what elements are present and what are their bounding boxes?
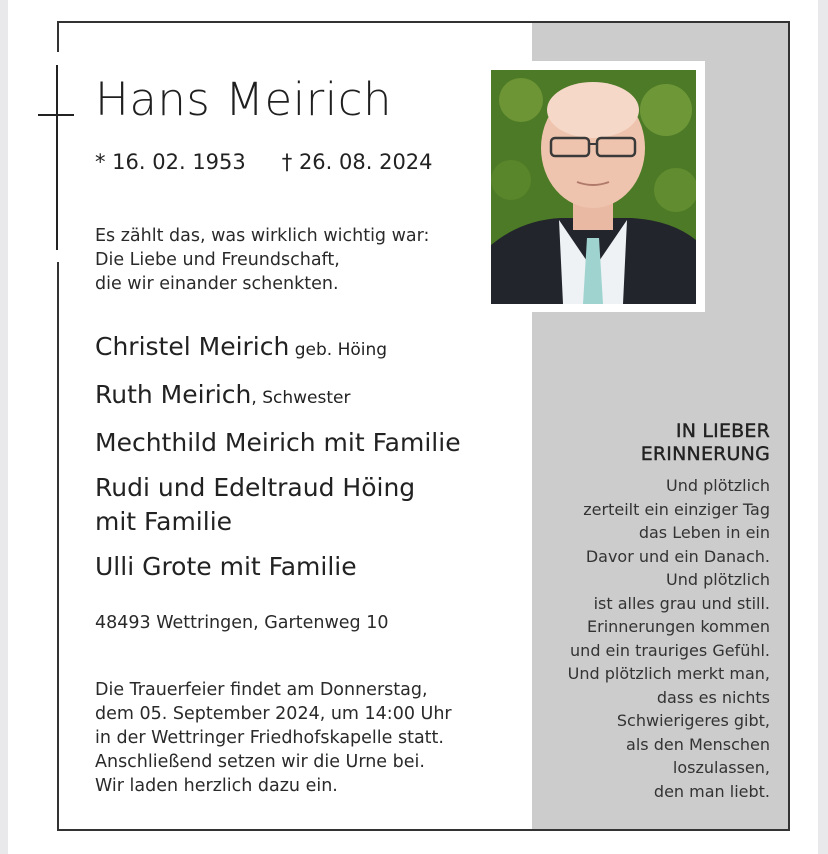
quote-line: Die Liebe und Freundschaft, bbox=[95, 250, 340, 270]
memory-poem bbox=[568, 474, 770, 803]
poem-line: Und plötzlich bbox=[666, 476, 770, 495]
portrait-photo bbox=[491, 70, 696, 304]
life-dates bbox=[95, 150, 433, 174]
poem-line: Davor und ein Danach. bbox=[585, 546, 770, 566]
poem-line: Und plötzlich merkt man, bbox=[567, 664, 770, 683]
quote-line: Es zählt das, was wirklich wichtig war: bbox=[95, 226, 430, 246]
ceremony-line: in der Wettringer Friedhofskapelle statt. bbox=[95, 728, 444, 748]
birth-date: * 16. 02. 1953 bbox=[95, 150, 246, 174]
mourner-name: Ruth Meirich bbox=[95, 380, 252, 409]
ceremony-line: dem 05. September 2024, um 14:00 Uhr bbox=[95, 704, 452, 724]
memory-heading bbox=[641, 420, 770, 466]
memorial-quote bbox=[95, 224, 429, 296]
poem-line: den man liebt. bbox=[653, 781, 770, 801]
mourner-name-line: Rudi und Edeltraud Höing bbox=[95, 473, 416, 502]
ceremony-line: Wir laden herzlich dazu ein. bbox=[95, 776, 338, 796]
frame-border-left-bottom bbox=[57, 262, 59, 831]
poem-line: und ein trauriges Gefühl. bbox=[570, 640, 770, 660]
mourner-item bbox=[95, 550, 461, 584]
poem-line: das Leben in ein bbox=[638, 523, 770, 542]
ceremony-line: Die Trauerfeier findet am Donnerstag, bbox=[95, 680, 428, 700]
memory-heading-line: IN LIEBER bbox=[675, 420, 770, 442]
poem-line: als den Menschen bbox=[626, 734, 770, 754]
cross-horizontal-bar bbox=[38, 114, 74, 116]
poem-line: dass es nichts bbox=[656, 687, 770, 707]
mourner-item bbox=[95, 330, 461, 367]
poem-line: Und plötzlich bbox=[666, 570, 770, 589]
mourner-item bbox=[95, 426, 461, 460]
ceremony-details bbox=[95, 678, 452, 798]
quote-line: die wir einander schenkten. bbox=[95, 274, 339, 294]
frame-border-left-top bbox=[57, 21, 59, 52]
viewer-edge-left bbox=[0, 0, 8, 854]
frame-border-top bbox=[57, 21, 789, 23]
frame-border-right bbox=[788, 21, 790, 831]
poem-line: Erinnerungen kommen bbox=[587, 617, 770, 636]
viewer-edge-right bbox=[818, 0, 828, 854]
mourner-note: , Schwester bbox=[251, 388, 351, 408]
poem-line: ist alles grau und still. bbox=[593, 593, 770, 613]
mourner-note: geb. Höing bbox=[289, 340, 388, 360]
portrait-illustration-icon bbox=[491, 70, 696, 304]
ceremony-line: Anschließend setzen wir die Urne bei. bbox=[95, 752, 425, 772]
frame-border-bottom bbox=[57, 829, 789, 831]
mourner-item bbox=[95, 471, 461, 539]
mourners-list bbox=[95, 330, 461, 595]
mourner-name: Ulli Grote mit Familie bbox=[95, 552, 357, 581]
mourner-item bbox=[95, 378, 461, 415]
poem-line: Schwierigeres gibt, bbox=[616, 711, 770, 730]
mourner-name: Christel Meirich bbox=[95, 332, 290, 361]
family-address: 48493 Wettringen, Gartenweg 10 bbox=[95, 613, 389, 633]
memory-heading-line: ERINNERUNG bbox=[640, 443, 770, 465]
death-date: † 26. 08. 2024 bbox=[281, 150, 433, 174]
poem-line: zerteilt ein einziger Tag bbox=[583, 499, 770, 519]
poem-line: loszulassen, bbox=[672, 758, 770, 777]
deceased-name: Hans Meirich bbox=[95, 73, 392, 126]
mourner-name-line: mit Familie bbox=[95, 507, 233, 536]
mourner-name: Mechthild Meirich mit Familie bbox=[95, 428, 461, 457]
cross-vertical-bar bbox=[56, 65, 58, 250]
